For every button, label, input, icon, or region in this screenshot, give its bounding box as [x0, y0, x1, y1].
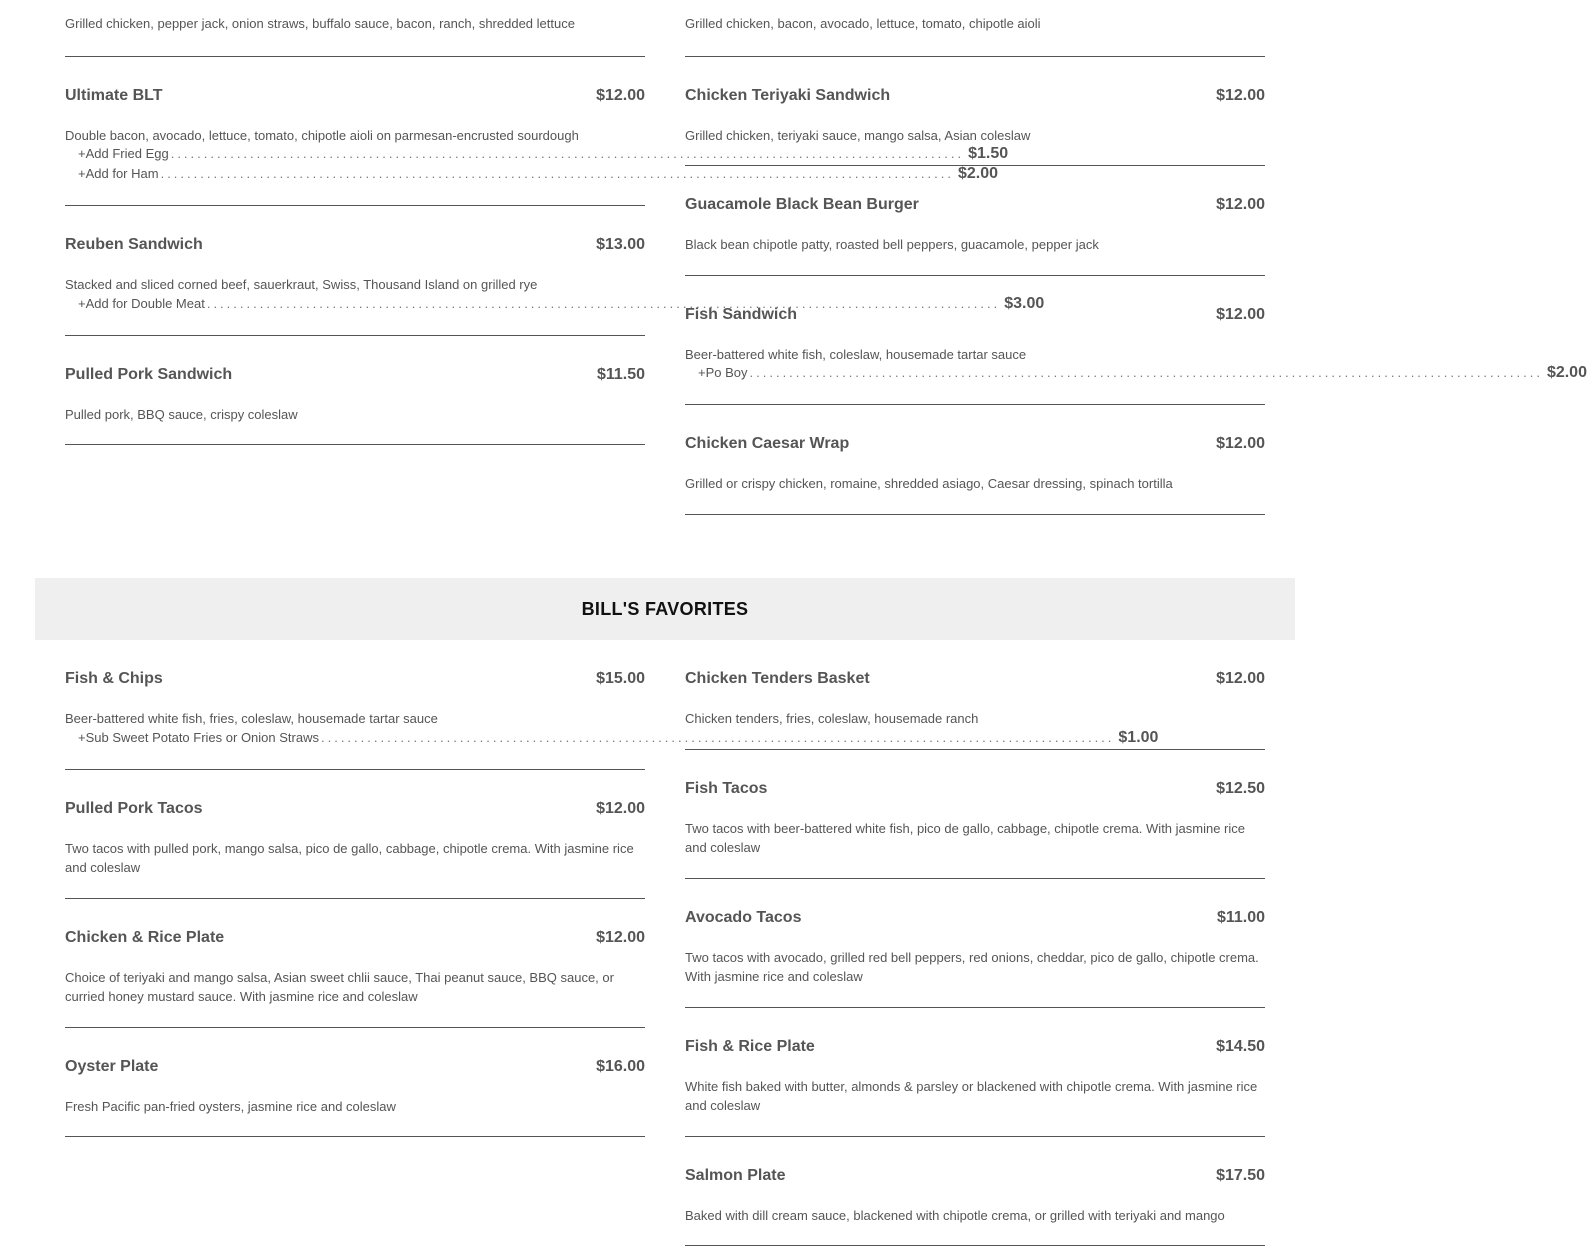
menu-item-description: Double bacon, avocado, lettuce, tomato, chipotle aioli on parmesan-encrusted sourdough — [65, 126, 645, 146]
addon-option — [65, 165, 645, 185]
menu-item-price: $11.00 — [1217, 908, 1265, 928]
menu-item-price: $12.00 — [1216, 195, 1265, 215]
menu-item-name: Chicken Tenders Basket — [685, 669, 870, 689]
menu-item-header — [65, 928, 645, 948]
addon-price: $2.00 — [1547, 364, 1587, 382]
menu-item-header — [685, 86, 1265, 106]
dot-leader: ........................................................................................................................ — [161, 166, 954, 181]
menu-item-price: $16.00 — [596, 1057, 645, 1077]
addon-price: $1.50 — [968, 145, 1008, 163]
menu-item-description: White fish baked with butter, almonds & parsley or blackened with chipotle crema. With jasmine rice and coleslaw — [685, 1077, 1265, 1116]
addon-option — [65, 295, 645, 315]
menu-item-description: Two tacos with pulled pork, mango salsa, pico de gallo, cabbage, chipotle crema. With jasmine rice and coleslaw — [65, 839, 645, 878]
menu-item-header — [65, 86, 645, 106]
menu-item — [685, 1008, 1265, 1137]
menu-item-name: Fish & Chips — [65, 669, 163, 689]
menu-item-header — [65, 1057, 645, 1077]
menu-item — [685, 879, 1265, 1008]
menu-item-price: $12.50 — [1216, 779, 1265, 799]
plus-icon: + — [78, 296, 86, 311]
addon-label: Add for Ham — [86, 166, 159, 181]
addon-label: Add Fried Egg — [86, 146, 169, 161]
addon-list — [65, 729, 645, 749]
menu-item-description: Black bean chipotle patty, roasted bell peppers, guacamole, pepper jack — [685, 235, 1265, 255]
menu-item-header — [65, 365, 645, 385]
menu-item-name: Pulled Pork Sandwich — [65, 365, 232, 385]
menu-item-price: $12.00 — [1216, 669, 1265, 689]
menu-item-name: Fish Tacos — [685, 779, 767, 799]
top-left-column — [65, 0, 645, 445]
menu-item-name: Chicken Teriyaki Sandwich — [685, 86, 890, 106]
dot-leader: ........................................................................................................................ — [750, 365, 1543, 380]
addon-label: Po Boy — [706, 365, 748, 380]
addon-option — [685, 364, 1265, 384]
section-banner — [35, 578, 1295, 640]
menu-item-name: Avocado Tacos — [685, 908, 801, 928]
menu-item — [685, 405, 1265, 515]
menu-item-description: Chicken tenders, fries, coleslaw, housemade ranch — [685, 709, 1265, 729]
menu-item-price: $12.00 — [1216, 305, 1265, 325]
menu-item-price: $12.00 — [1216, 86, 1265, 106]
menu-item-price: $17.50 — [1216, 1166, 1265, 1186]
menu-item-name: Oyster Plate — [65, 1057, 158, 1077]
menu-item — [65, 1028, 645, 1138]
addon-list — [65, 295, 645, 315]
menu-item — [65, 0, 645, 57]
menu-item — [65, 206, 645, 336]
menu-item — [685, 276, 1265, 406]
menu-item — [685, 57, 1265, 167]
menu-item-description: Stacked and sliced corned beef, sauerkraut, Swiss, Thousand Island on grilled rye — [65, 275, 645, 295]
menu-item-description: Grilled chicken, bacon, avocado, lettuce, tomato, chipotle aioli — [685, 14, 1265, 34]
menu-item-header — [65, 669, 645, 689]
menu-item-price: $11.50 — [597, 365, 645, 385]
top-right-column — [685, 0, 1265, 515]
menu-item-price: $12.00 — [596, 86, 645, 106]
menu-item — [685, 1137, 1265, 1246]
menu-item-price: $14.50 — [1216, 1037, 1265, 1057]
menu-item-description: Pulled pork, BBQ sauce, crispy coleslaw — [65, 405, 645, 425]
menu-item-description: Fresh Pacific pan-fried oysters, jasmine rice and coleslaw — [65, 1097, 645, 1117]
menu-item — [685, 0, 1265, 57]
menu-item-price: $15.00 — [596, 669, 645, 689]
menu-item-name: Ultimate BLT — [65, 86, 162, 106]
menu-item — [685, 750, 1265, 879]
menu-item-name: Fish & Rice Plate — [685, 1037, 815, 1057]
menu-item — [65, 770, 645, 899]
menu-item — [65, 336, 645, 446]
menu-item-price: $12.00 — [596, 928, 645, 948]
menu-item-price: $13.00 — [596, 235, 645, 255]
addon-label: Sub Sweet Potato Fries or Onion Straws — [86, 730, 319, 745]
menu-item-description: Baked with dill cream sauce, blackened with chipotle crema, or grilled with teriyaki and mango — [685, 1206, 1265, 1226]
dot-leader: ........................................................................................................................ — [171, 146, 964, 161]
menu-item-description: Beer-battered white fish, coleslaw, housemade tartar sauce — [685, 345, 1265, 365]
menu-item-header — [685, 779, 1265, 799]
dot-leader: ........................................................................................................................ — [207, 296, 1000, 311]
menu-item-name: Reuben Sandwich — [65, 235, 203, 255]
menu-item-description: Two tacos with avocado, grilled red bell peppers, red onions, cheddar, pico de gallo, chipotle crema. With jasmine rice and coleslaw — [685, 948, 1265, 987]
menu-item-description: Two tacos with beer-battered white fish, pico de gallo, cabbage, chipotle crema. With jasmine rice and coleslaw — [685, 819, 1265, 858]
menu-item-description: Grilled chicken, teriyaki sauce, mango salsa, Asian coleslaw — [685, 126, 1265, 146]
menu-item-header — [685, 1166, 1265, 1186]
menu-item-header — [65, 235, 645, 255]
favorites-right-column — [685, 660, 1265, 1246]
menu-item-header — [65, 799, 645, 819]
menu-item-description: Beer-battered white fish, fries, coleslaw, housemade tartar sauce — [65, 709, 645, 729]
section-title: BILL'S FAVORITES — [582, 599, 749, 620]
menu-item-header — [685, 669, 1265, 689]
menu-item-name: Chicken & Rice Plate — [65, 928, 224, 948]
addon-price: $1.00 — [1118, 729, 1158, 747]
dot-leader: ........................................................................................................................ — [321, 730, 1114, 745]
menu-item — [685, 660, 1265, 750]
plus-icon: + — [698, 365, 706, 380]
menu-item-name: Guacamole Black Bean Burger — [685, 195, 919, 215]
plus-icon: + — [78, 166, 86, 181]
menu-item-header — [685, 1037, 1265, 1057]
menu-item-name: Pulled Pork Tacos — [65, 799, 203, 819]
addon-price: $3.00 — [1004, 295, 1044, 313]
menu-item-description: Grilled or crispy chicken, romaine, shredded asiago, Caesar dressing, spinach tortilla — [685, 474, 1265, 494]
menu-item-name: Salmon Plate — [685, 1166, 785, 1186]
menu-item-price: $12.00 — [596, 799, 645, 819]
addon-list — [685, 364, 1265, 384]
addon-list — [65, 145, 645, 185]
menu-item-description: Grilled chicken, pepper jack, onion straws, buffalo sauce, bacon, ranch, shredded lettuce — [65, 14, 645, 34]
addon-option — [65, 729, 645, 749]
menu-item — [65, 899, 645, 1028]
favorites-left-column — [65, 660, 645, 1137]
menu-item-header — [685, 908, 1265, 928]
menu-item-header — [685, 434, 1265, 454]
addon-option — [65, 145, 645, 165]
menu-item — [65, 57, 645, 207]
menu-item-header — [685, 305, 1265, 325]
addon-price: $2.00 — [958, 165, 998, 183]
plus-icon: + — [78, 730, 86, 745]
addon-label: Add for Double Meat — [86, 296, 205, 311]
menu-item-description: Choice of teriyaki and mango salsa, Asian sweet chlii sauce, Thai peanut sauce, BBQ sauce, or curried honey mustard sauce. With jasmine rice and coleslaw — [65, 968, 645, 1007]
plus-icon: + — [78, 146, 86, 161]
menu-item-price: $12.00 — [1216, 434, 1265, 454]
menu-item — [65, 660, 645, 770]
menu-item-name: Chicken Caesar Wrap — [685, 434, 849, 454]
menu-item — [685, 166, 1265, 276]
menu-item-name: Fish Sandwich — [685, 305, 797, 325]
menu-item-header — [685, 195, 1265, 215]
